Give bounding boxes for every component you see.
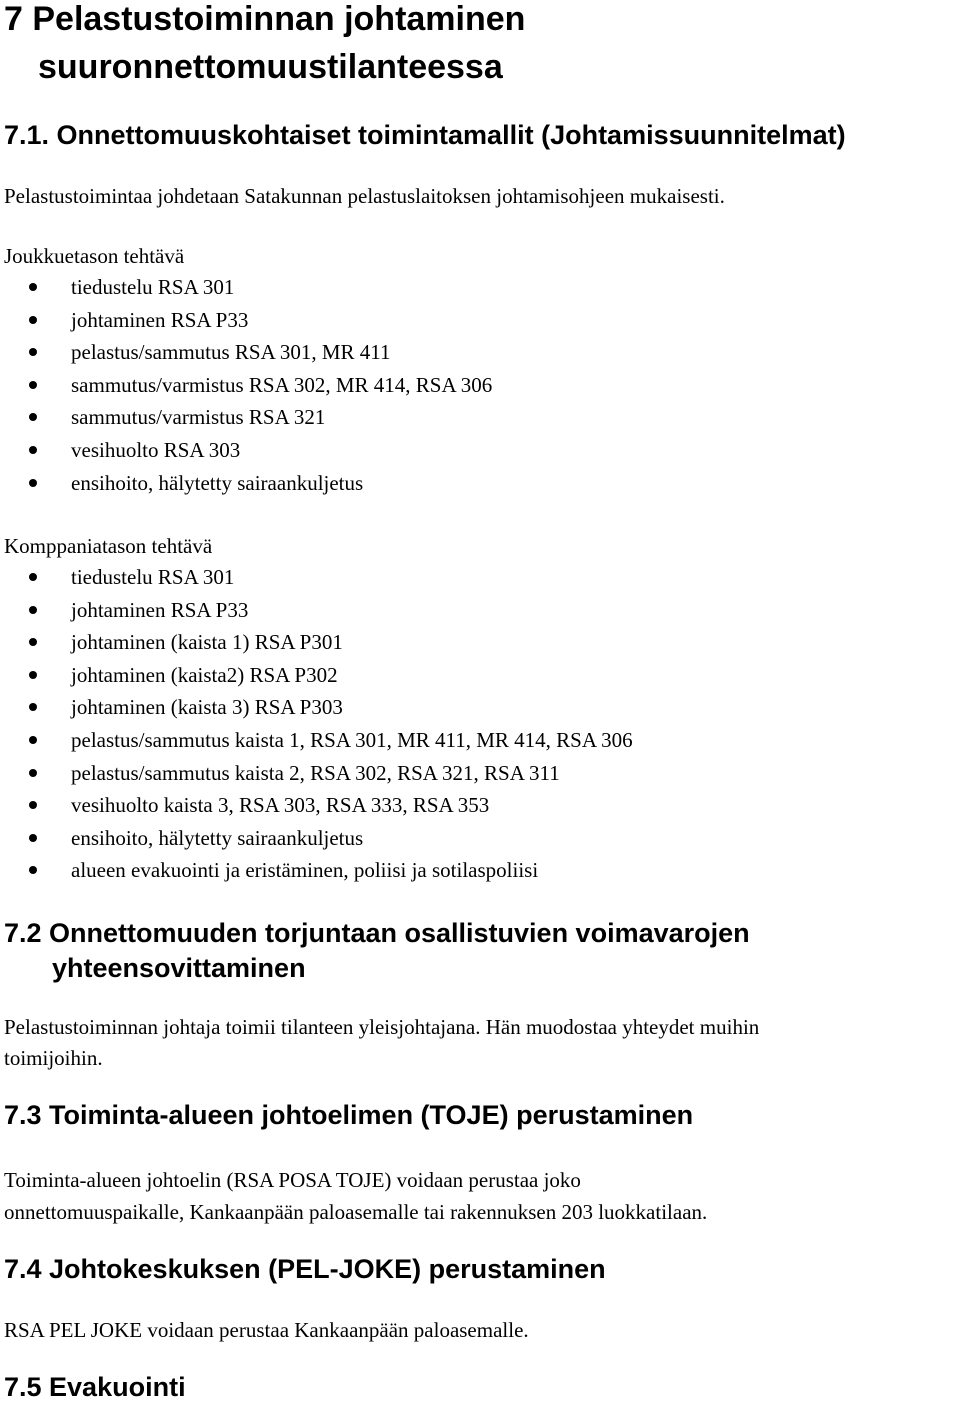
bullet-icon (29, 348, 37, 356)
bullet-icon (29, 316, 37, 324)
list-item-text: johtaminen RSA P33 (71, 307, 249, 332)
bullet-icon (29, 638, 37, 646)
section-7-2-heading-line-2: yhteensovittaminen (52, 953, 306, 983)
list-item-text: johtaminen (kaista2) RSA P302 (71, 662, 338, 687)
bullet-icon (29, 381, 37, 389)
section-7-3-paragraph-line-2: onnettomuuspaikalle, Kankaanpään paloasemalle tai rakennuksen 203 luokkatilaan. (4, 1200, 708, 1224)
list-item-text: vesihuolto kaista 3, RSA 303, RSA 333, RSA 353 (71, 793, 490, 818)
bullet-icon (29, 283, 37, 291)
bullet-icon (29, 703, 37, 711)
bullet-icon (29, 736, 37, 744)
bullet-icon (29, 479, 37, 487)
list-item-text: pelastus/sammutus RSA 301, MR 411 (71, 340, 391, 365)
platoon-task-label: Joukkuetason tehtävä (4, 244, 185, 268)
chapter-title-line-1: 7 Pelastustoiminnan johtaminen (4, 0, 526, 38)
bullet-icon (29, 834, 37, 842)
list-item-text: pelastus/sammutus kaista 2, RSA 302, RSA 321, RSA 311 (71, 760, 560, 785)
bullet-icon (29, 446, 37, 454)
section-7-5-heading: 7.5 Evakuointi (4, 1372, 186, 1402)
company-task-label: Komppaniatason tehtävä (4, 534, 213, 558)
list-item-text: ensihoito, hälytetty sairaankuljetus (71, 470, 364, 495)
list-item-text: alueen evakuointi ja eristäminen, poliisi ja sotilaspoliisi (71, 858, 539, 883)
list-item-text: vesihuolto RSA 303 (71, 437, 241, 462)
bullet-icon (29, 671, 37, 679)
section-7-3-heading: 7.3 Toiminta-alueen johtoelimen (TOJE) perustaminen (4, 1100, 694, 1130)
bullet-icon (29, 866, 37, 874)
section-7-3-paragraph-line-1: Toiminta-alueen johtoelin (RSA POSA TOJE) voidaan perustaa joko (4, 1168, 581, 1192)
list-item-text: tiedustelu RSA 301 (71, 275, 235, 299)
list-item-text: johtaminen (kaista 1) RSA P301 (71, 630, 343, 655)
section-7-2-heading-line-1: 7.2 Onnettomuuden torjuntaan osallistuvien voimavarojen (4, 918, 750, 948)
section-7-4-heading: 7.4 Johtokeskuksen (PEL-JOKE) perustaminen (4, 1254, 606, 1284)
section-7-1-heading: 7.1. Onnettomuuskohtaiset toimintamallit (Johtamissuunnitelmat) (4, 120, 846, 150)
list-item-text: pelastus/sammutus kaista 1, RSA 301, MR 411, MR 414, RSA 306 (71, 727, 633, 752)
chapter-title-line-2: suuronnettomuustilanteessa (38, 48, 503, 86)
bullet-icon (29, 573, 37, 581)
list-item-text: ensihoito, hälytetty sairaankuljetus (71, 825, 364, 850)
bullet-icon (29, 801, 37, 809)
bullet-icon (29, 769, 37, 777)
bullet-icon (29, 606, 37, 614)
list-item-text: tiedustelu RSA 301 (71, 565, 235, 589)
section-7-2-paragraph-line-2: toimijoihin. (4, 1046, 103, 1070)
list-item-text: sammutus/varmistus RSA 321 (71, 405, 326, 430)
section-7-4-paragraph: RSA PEL JOKE voidaan perustaa Kankaanpään paloasemalle. (4, 1318, 529, 1342)
list-item-text: johtaminen RSA P33 (71, 597, 249, 622)
list-item-text: johtaminen (kaista 3) RSA P303 (71, 695, 343, 720)
section-7-1-intro: Pelastustoimintaa johdetaan Satakunnan pelastuslaitoksen johtamisohjeen mukaisesti. (4, 184, 725, 208)
list-item-text: sammutus/varmistus RSA 302, MR 414, RSA 306 (71, 372, 493, 397)
bullet-icon (29, 413, 37, 421)
section-7-2-paragraph-line-1: Pelastustoiminnan johtaja toimii tilanteen yleisjohtajana. Hän muodostaa yhteydet muihin (4, 1015, 760, 1039)
